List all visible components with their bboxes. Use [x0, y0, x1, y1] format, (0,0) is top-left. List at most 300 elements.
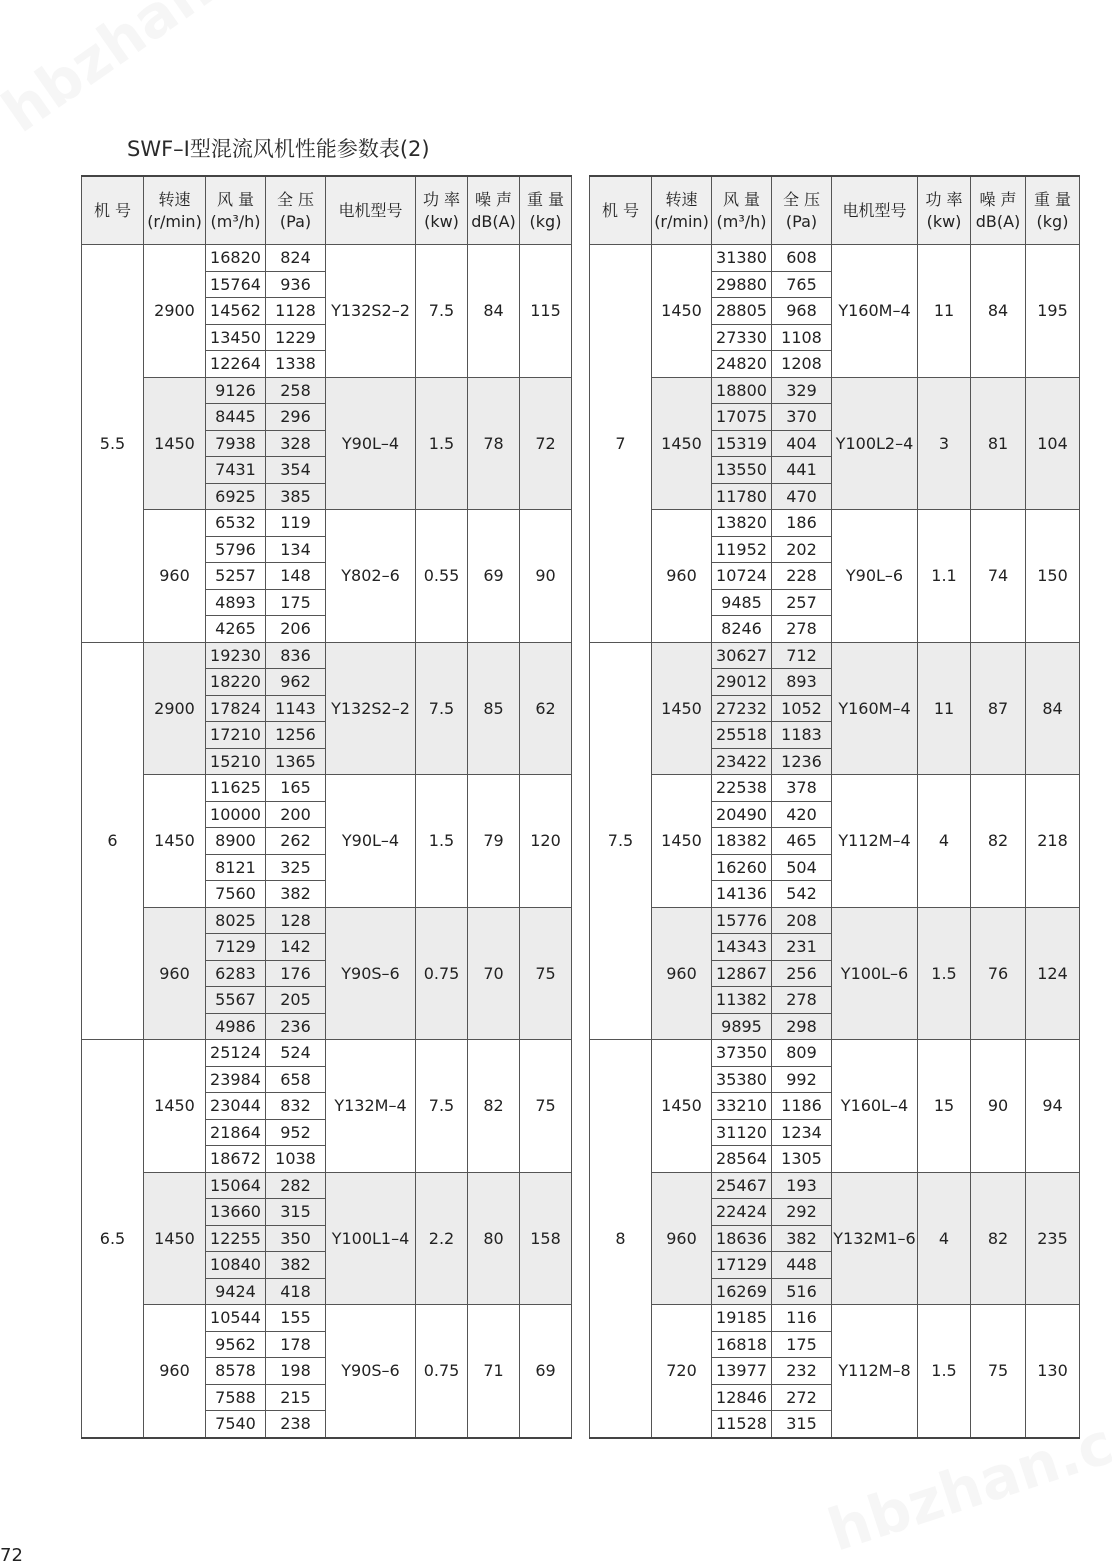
airflow-cell: 7588	[206, 1384, 266, 1411]
pressure-cell: 228	[772, 563, 832, 590]
noise-cell: 84	[468, 245, 520, 378]
header-line: 全 压	[276, 189, 315, 209]
motor-cell: Y90L–6	[832, 510, 918, 643]
header-speed	[652, 176, 712, 245]
table-row	[590, 907, 1080, 934]
airflow-cell: 15776	[712, 907, 772, 934]
speed-cell: 1450	[652, 1040, 712, 1173]
pressure-cell: 198	[266, 1358, 326, 1385]
pressure-cell: 404	[772, 430, 832, 457]
noise-cell: 71	[468, 1305, 520, 1438]
airflow-cell: 7560	[206, 881, 266, 908]
pressure-cell: 205	[266, 987, 326, 1014]
motor-cell: Y112M–4	[832, 775, 918, 908]
header-line: (Pa)	[785, 211, 818, 231]
pressure-cell: 836	[266, 642, 326, 669]
header-line: (kw)	[926, 211, 962, 231]
airflow-cell: 8121	[206, 854, 266, 881]
header-line: dB(A)	[975, 211, 1021, 231]
pressure-cell: 370	[772, 404, 832, 431]
pressure-cell: 292	[772, 1199, 832, 1226]
airflow-cell: 24820	[712, 351, 772, 378]
header-fan-no	[590, 176, 652, 245]
pressure-cell: 1234	[772, 1119, 832, 1146]
speed-cell: 960	[652, 1172, 712, 1305]
airflow-cell: 29012	[712, 669, 772, 696]
speed-cell: 1450	[652, 642, 712, 775]
pressure-cell: 200	[266, 801, 326, 828]
motor-cell: Y90S–6	[326, 907, 416, 1040]
weight-cell: 158	[520, 1172, 572, 1305]
pressure-cell: 272	[772, 1384, 832, 1411]
speed-cell: 960	[652, 907, 712, 1040]
header-line: 功 率	[925, 189, 963, 209]
noise-cell: 82	[468, 1040, 520, 1173]
pressure-cell: 278	[772, 987, 832, 1014]
fan-no-cell: 8	[590, 1040, 652, 1438]
airflow-cell: 8445	[206, 404, 266, 431]
pressure-cell: 448	[772, 1252, 832, 1279]
motor-cell: Y160M–4	[832, 245, 918, 378]
airflow-cell: 5796	[206, 536, 266, 563]
pressure-cell: 936	[266, 271, 326, 298]
airflow-cell: 9424	[206, 1278, 266, 1305]
airflow-cell: 28564	[712, 1146, 772, 1173]
airflow-cell: 7431	[206, 457, 266, 484]
pressure-cell: 128	[266, 907, 326, 934]
power-cell: 1.1	[918, 510, 971, 643]
weight-cell: 75	[520, 907, 572, 1040]
airflow-cell: 12867	[712, 960, 772, 987]
power-cell: 2.2	[416, 1172, 468, 1305]
pressure-cell: 202	[772, 536, 832, 563]
pressure-cell: 215	[266, 1384, 326, 1411]
airflow-cell: 11952	[712, 536, 772, 563]
pressure-cell: 465	[772, 828, 832, 855]
pressure-cell: 262	[266, 828, 326, 855]
weight-cell: 120	[520, 775, 572, 908]
header-line: (r/min)	[654, 211, 709, 231]
pressure-cell: 378	[772, 775, 832, 802]
pressure-cell: 175	[266, 589, 326, 616]
motor-cell: Y132M1–6	[832, 1172, 918, 1305]
noise-cell: 87	[971, 642, 1026, 775]
header-line: 噪 声	[474, 189, 513, 209]
power-cell: 0.75	[416, 907, 468, 1040]
speed-cell: 720	[652, 1305, 712, 1438]
motor-cell: Y90L–4	[326, 775, 416, 908]
airflow-cell: 9562	[206, 1331, 266, 1358]
header-line: 机 号	[93, 200, 132, 220]
pressure-cell: 148	[266, 563, 326, 590]
pressure-cell: 1208	[772, 351, 832, 378]
airflow-cell: 29880	[712, 271, 772, 298]
noise-cell: 80	[468, 1172, 520, 1305]
header-line: 全 压	[782, 189, 821, 209]
motor-cell: Y802–6	[326, 510, 416, 643]
performance-table-left	[81, 175, 572, 1439]
airflow-cell: 23422	[712, 748, 772, 775]
weight-cell: 84	[1026, 642, 1080, 775]
weight-cell: 130	[1026, 1305, 1080, 1438]
noise-cell: 69	[468, 510, 520, 643]
pressure-cell: 420	[772, 801, 832, 828]
noise-cell: 74	[971, 510, 1026, 643]
airflow-cell: 33210	[712, 1093, 772, 1120]
pressure-cell: 315	[772, 1411, 832, 1438]
pressure-cell: 1143	[266, 695, 326, 722]
pressure-cell: 832	[266, 1093, 326, 1120]
pressure-cell: 175	[772, 1331, 832, 1358]
airflow-cell: 17129	[712, 1252, 772, 1279]
airflow-cell: 9126	[206, 377, 266, 404]
header-airflow	[206, 176, 266, 245]
power-cell: 15	[918, 1040, 971, 1173]
noise-cell: 84	[971, 245, 1026, 378]
airflow-cell: 13450	[206, 324, 266, 351]
motor-cell: Y90L–4	[326, 377, 416, 510]
motor-cell: Y160L–4	[832, 1040, 918, 1173]
header-power	[416, 176, 468, 245]
weight-cell: 218	[1026, 775, 1080, 908]
table-row	[82, 642, 572, 669]
airflow-cell: 9895	[712, 1013, 772, 1040]
weight-cell: 195	[1026, 245, 1080, 378]
power-cell: 1.5	[416, 775, 468, 908]
noise-cell: 70	[468, 907, 520, 1040]
header-line: 电机型号	[338, 200, 403, 220]
weight-cell: 69	[520, 1305, 572, 1438]
airflow-cell: 6283	[206, 960, 266, 987]
motor-cell: Y132M–4	[326, 1040, 416, 1173]
airflow-cell: 20490	[712, 801, 772, 828]
motor-cell: Y112M–8	[832, 1305, 918, 1438]
motor-cell: Y100L–6	[832, 907, 918, 1040]
fan-no-cell: 6.5	[82, 1040, 144, 1438]
pressure-cell: 1256	[266, 722, 326, 749]
airflow-cell: 16269	[712, 1278, 772, 1305]
pressure-cell: 418	[266, 1278, 326, 1305]
table-row	[590, 642, 1080, 669]
airflow-cell: 16820	[206, 245, 266, 272]
airflow-cell: 10840	[206, 1252, 266, 1279]
pressure-cell: 257	[772, 589, 832, 616]
header-line: (m³/h)	[210, 211, 261, 231]
weight-cell: 150	[1026, 510, 1080, 643]
airflow-cell: 18382	[712, 828, 772, 855]
pressure-cell: 1183	[772, 722, 832, 749]
airflow-cell: 23984	[206, 1066, 266, 1093]
power-cell: 7.5	[416, 1040, 468, 1173]
header-line: (kw)	[424, 211, 459, 231]
power-cell: 1.5	[918, 1305, 971, 1438]
airflow-cell: 37350	[712, 1040, 772, 1067]
table-row	[590, 377, 1080, 404]
motor-cell: Y90S–6	[326, 1305, 416, 1438]
airflow-cell: 14562	[206, 298, 266, 325]
watermark	[0, 0, 353, 146]
pressure-cell: 1186	[772, 1093, 832, 1120]
pressure-cell: 382	[266, 881, 326, 908]
pressure-cell: 298	[772, 1013, 832, 1040]
pressure-cell: 385	[266, 483, 326, 510]
speed-cell: 960	[652, 510, 712, 643]
pressure-cell: 382	[266, 1252, 326, 1279]
pressure-cell: 134	[266, 536, 326, 563]
pressure-cell: 1365	[266, 748, 326, 775]
airflow-cell: 19185	[712, 1305, 772, 1332]
pressure-cell: 516	[772, 1278, 832, 1305]
airflow-cell: 18636	[712, 1225, 772, 1252]
pressure-cell: 350	[266, 1225, 326, 1252]
motor-cell: Y160M–4	[832, 642, 918, 775]
header-motor	[832, 176, 918, 245]
table-row	[82, 377, 572, 404]
airflow-cell: 15764	[206, 271, 266, 298]
airflow-cell: 14343	[712, 934, 772, 961]
fan-no-cell: 7	[590, 245, 652, 643]
airflow-cell: 31380	[712, 245, 772, 272]
noise-cell: 90	[971, 1040, 1026, 1173]
page-title: SWF–I型混流风机性能参数表(2)	[127, 137, 430, 161]
airflow-cell: 15210	[206, 748, 266, 775]
weight-cell: 62	[520, 642, 572, 775]
noise-cell: 78	[468, 377, 520, 510]
pressure-cell: 712	[772, 642, 832, 669]
table-row	[82, 907, 572, 934]
airflow-cell: 25467	[712, 1172, 772, 1199]
table-row	[590, 245, 1080, 272]
airflow-cell: 15319	[712, 430, 772, 457]
airflow-cell: 30627	[712, 642, 772, 669]
pressure-cell: 315	[266, 1199, 326, 1226]
pressure-cell: 608	[772, 245, 832, 272]
pressure-cell: 441	[772, 457, 832, 484]
airflow-cell: 12846	[712, 1384, 772, 1411]
airflow-cell: 35380	[712, 1066, 772, 1093]
pressure-cell: 119	[266, 510, 326, 537]
power-cell: 7.5	[416, 245, 468, 378]
weight-cell: 90	[520, 510, 572, 643]
pressure-cell: 504	[772, 854, 832, 881]
motor-cell: Y100L1–4	[326, 1172, 416, 1305]
speed-cell: 960	[144, 907, 206, 1040]
pressure-cell: 232	[772, 1358, 832, 1385]
airflow-cell: 22424	[712, 1199, 772, 1226]
pressure-cell: 470	[772, 483, 832, 510]
airflow-cell: 13550	[712, 457, 772, 484]
header-line: 电机型号	[842, 200, 907, 220]
motor-cell: Y100L2–4	[832, 377, 918, 510]
weight-cell: 115	[520, 245, 572, 378]
airflow-cell: 18800	[712, 377, 772, 404]
airflow-cell: 4893	[206, 589, 266, 616]
weight-cell: 104	[1026, 377, 1080, 510]
airflow-cell: 11382	[712, 987, 772, 1014]
table-row	[82, 1305, 572, 1332]
power-cell: 4	[918, 775, 971, 908]
airflow-cell: 15064	[206, 1172, 266, 1199]
pressure-cell: 1229	[266, 324, 326, 351]
pressure-cell: 952	[266, 1119, 326, 1146]
motor-cell: Y132S2–2	[326, 245, 416, 378]
noise-cell: 79	[468, 775, 520, 908]
weight-cell: 72	[520, 377, 572, 510]
airflow-cell: 5257	[206, 563, 266, 590]
fan-no-cell: 7.5	[590, 642, 652, 1040]
pressure-cell: 155	[266, 1305, 326, 1332]
airflow-cell: 9485	[712, 589, 772, 616]
pressure-cell: 824	[266, 245, 326, 272]
speed-cell: 2900	[144, 245, 206, 378]
page-number: 72	[0, 1545, 23, 1566]
header-power	[918, 176, 971, 245]
power-cell: 11	[918, 245, 971, 378]
airflow-cell: 18672	[206, 1146, 266, 1173]
pressure-cell: 116	[772, 1305, 832, 1332]
airflow-cell: 25124	[206, 1040, 266, 1067]
power-cell: 0.55	[416, 510, 468, 643]
power-cell: 1.5	[416, 377, 468, 510]
header-motor	[326, 176, 416, 245]
pressure-cell: 992	[772, 1066, 832, 1093]
pressure-cell: 542	[772, 881, 832, 908]
pressure-cell: 1338	[266, 351, 326, 378]
airflow-cell: 17824	[206, 695, 266, 722]
airflow-cell: 10000	[206, 801, 266, 828]
header-line: 风 量	[216, 189, 255, 209]
power-cell: 3	[918, 377, 971, 510]
airflow-cell: 13977	[712, 1358, 772, 1385]
header-line: (m³/h)	[716, 211, 767, 231]
speed-cell: 1450	[144, 377, 206, 510]
pressure-cell: 524	[266, 1040, 326, 1067]
table-row	[590, 510, 1080, 537]
header-line: 转速	[158, 189, 191, 209]
speed-cell: 2900	[144, 642, 206, 775]
header-line: 机 号	[601, 200, 640, 220]
airflow-cell: 11780	[712, 483, 772, 510]
table-row	[590, 775, 1080, 802]
header-line: (kg)	[529, 211, 562, 231]
header-line: 风 量	[722, 189, 761, 209]
fan-no-cell: 6	[82, 642, 144, 1040]
airflow-cell: 13660	[206, 1199, 266, 1226]
table-row	[82, 775, 572, 802]
pressure-cell: 238	[266, 1411, 326, 1438]
speed-cell: 1450	[144, 775, 206, 908]
airflow-cell: 8900	[206, 828, 266, 855]
noise-cell: 75	[971, 1305, 1026, 1438]
airflow-cell: 7938	[206, 430, 266, 457]
speed-cell: 1450	[144, 1172, 206, 1305]
table-row	[82, 1040, 572, 1067]
pressure-cell: 231	[772, 934, 832, 961]
power-cell: 4	[918, 1172, 971, 1305]
pressure-cell: 258	[266, 377, 326, 404]
power-cell: 11	[918, 642, 971, 775]
speed-cell: 960	[144, 510, 206, 643]
airflow-cell: 13820	[712, 510, 772, 537]
table-row	[82, 510, 572, 537]
fan-no-cell: 5.5	[82, 245, 144, 643]
airflow-cell: 16818	[712, 1331, 772, 1358]
header-line: 重 量	[1033, 189, 1072, 209]
pressure-cell: 354	[266, 457, 326, 484]
pressure-cell: 328	[266, 430, 326, 457]
power-cell: 1.5	[918, 907, 971, 1040]
airflow-cell: 18220	[206, 669, 266, 696]
airflow-cell: 12255	[206, 1225, 266, 1252]
header-weight	[1026, 176, 1080, 245]
airflow-cell: 21864	[206, 1119, 266, 1146]
airflow-cell: 10544	[206, 1305, 266, 1332]
pressure-cell: 176	[266, 960, 326, 987]
header-speed	[144, 176, 206, 245]
airflow-cell: 17210	[206, 722, 266, 749]
airflow-cell: 14136	[712, 881, 772, 908]
header-pressure	[266, 176, 326, 245]
weight-cell: 94	[1026, 1040, 1080, 1173]
airflow-cell: 27330	[712, 324, 772, 351]
speed-cell: 1450	[652, 377, 712, 510]
header-line: (kg)	[1036, 211, 1069, 231]
header-row	[82, 176, 572, 245]
speed-cell: 1450	[144, 1040, 206, 1173]
performance-table-right	[589, 175, 1080, 1439]
header-line: 功 率	[422, 189, 461, 209]
pressure-cell: 1236	[772, 748, 832, 775]
airflow-cell: 4986	[206, 1013, 266, 1040]
noise-cell: 81	[971, 377, 1026, 510]
airflow-cell: 11625	[206, 775, 266, 802]
noise-cell: 82	[971, 1172, 1026, 1305]
airflow-cell: 7129	[206, 934, 266, 961]
header-weight	[520, 176, 572, 245]
header-noise	[468, 176, 520, 245]
table-row	[82, 245, 572, 272]
header-line: (r/min)	[147, 211, 202, 231]
pressure-cell: 1128	[266, 298, 326, 325]
pressure-cell: 282	[266, 1172, 326, 1199]
noise-cell: 85	[468, 642, 520, 775]
motor-cell: Y132S2–2	[326, 642, 416, 775]
airflow-cell: 4265	[206, 616, 266, 643]
table-row	[590, 1172, 1080, 1199]
header-fan-no	[82, 176, 144, 245]
pressure-cell: 1052	[772, 695, 832, 722]
airflow-cell: 7540	[206, 1411, 266, 1438]
pressure-cell: 178	[266, 1331, 326, 1358]
airflow-cell: 31120	[712, 1119, 772, 1146]
header-noise	[971, 176, 1026, 245]
pressure-cell: 962	[266, 669, 326, 696]
header-row	[590, 176, 1080, 245]
pressure-cell: 206	[266, 616, 326, 643]
pressure-cell: 296	[266, 404, 326, 431]
pressure-cell: 809	[772, 1040, 832, 1067]
pressure-cell: 968	[772, 298, 832, 325]
airflow-cell: 23044	[206, 1093, 266, 1120]
airflow-cell: 6925	[206, 483, 266, 510]
noise-cell: 76	[971, 907, 1026, 1040]
power-cell: 7.5	[416, 642, 468, 775]
pressure-cell: 329	[772, 377, 832, 404]
pressure-cell: 278	[772, 616, 832, 643]
airflow-cell: 22538	[712, 775, 772, 802]
airflow-cell: 10724	[712, 563, 772, 590]
pressure-cell: 1108	[772, 324, 832, 351]
